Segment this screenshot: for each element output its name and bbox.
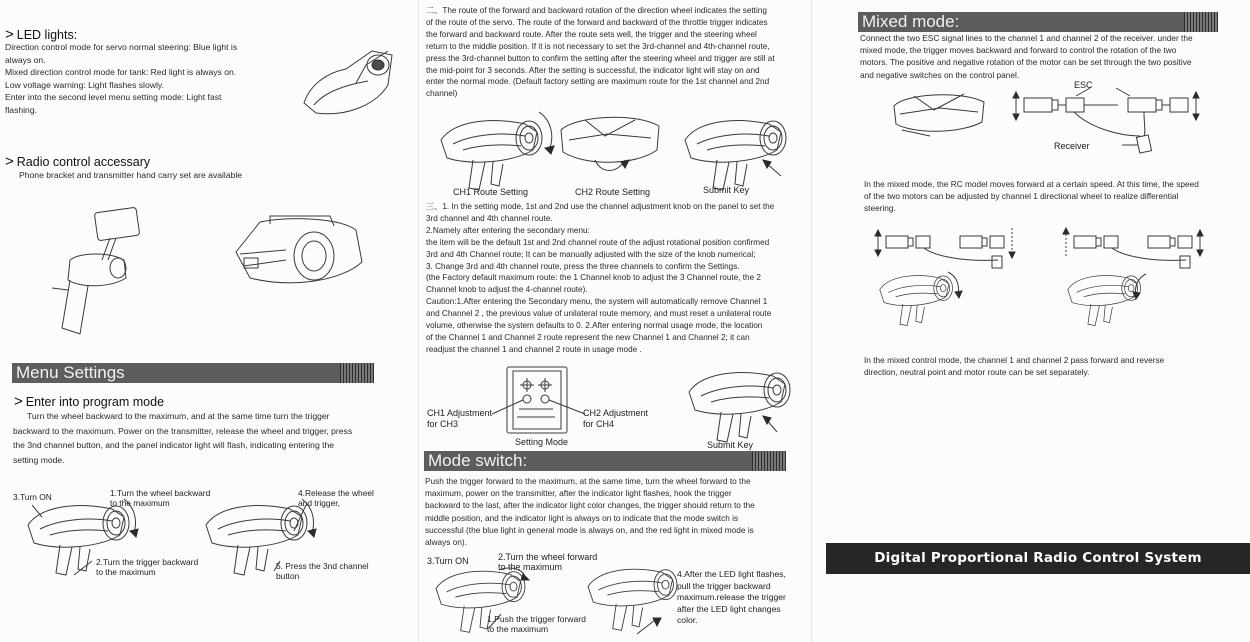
phone-bracket-illustration — [40, 208, 145, 340]
mode-step-turn-wheel-forward: 2.Turn the wheel forward to the maximum — [498, 552, 598, 572]
middle-column — [418, 0, 812, 642]
hand-carry-set-illustration — [230, 212, 370, 296]
submit-key-caption: Submit Key — [703, 185, 750, 195]
left-column — [0, 0, 405, 642]
transmitter-illustration-program-right — [198, 495, 318, 585]
led-lights-text: Direction control mode for servo normal steering: Blue light is always on. Mixed direction control mode for tank: Red light is always on. Low voltage warning: Light flashes slowly. Enter into the second level menu setting mode: Light fast flashing. — [5, 42, 238, 115]
mixed-steering-diagram-right — [1062, 226, 1212, 338]
mixed-mode-text: Connect the two ESC signal lines to the channel 1 and channel 2 of the receiver. under the mixed mode, the trigger moves backward and forward to control the rotation of the two motors. The positive and negative rotation of the motor can be set through the two positive and negative switches on the control panel. — [860, 33, 1193, 80]
mode-switch-text: Push the trigger forward to the maximum, at the same time, turn the wheel forward to the maximum, power on the transmitter, after the indicator light flashes, hook the trigger backward to the last, after the indicator light color changes, the trigger should return to the middle position, and the indicator light is always on to indicate that the mode switch is successful (the blue light in general mode is always on, and the red light in mixed mode is always on). — [425, 476, 755, 548]
differential-steering-text: In the mixed mode, the RC model moves forward at a certain speed. At this time, the speed of the two motors can be adjusted by channel 1 directional wheel to realize differential steering. — [864, 179, 1199, 214]
receiver-label: Receiver — [1054, 141, 1090, 151]
mode-switch-illustration-left — [429, 562, 539, 638]
esc-label: ESC — [1074, 80, 1093, 90]
mode-step-after-led-flashes: 4.After the LED light flashes, pull the trigger backward maximum.release the trigger after the LED light changes color. — [677, 569, 786, 626]
program-mode-text: Turn the wheel backward to the maximum, and at the same time turn the trigger backward to the maximum. Power on the transmitter, release the wheel and trigger, press the 3nd channel button, and the panel indicator light will flash, indicating entering the setting mode. — [13, 411, 353, 465]
mode-switch-illustration-right — [581, 560, 691, 636]
ch2-route-illustration — [555, 110, 665, 190]
ch1-route-illustration — [433, 110, 553, 190]
step-release-wheel: 4.Release the wheel and trigger, — [298, 488, 374, 508]
ch1-adjustment-label: CH1 Adjustment for CH3 — [427, 408, 493, 429]
transmitter-led-illustration — [296, 45, 396, 120]
step-press-3nd-channel: 5. Press the 3nd channel button — [276, 561, 369, 581]
step-turn-on: 3.Turn ON — [13, 492, 52, 502]
mixed-mode-banner: Mixed mode: — [858, 12, 1218, 32]
mixed-steering-diagram-left — [874, 226, 1024, 338]
mode-step-push-trigger: 1.Push the trigger forward to the maximum — [487, 614, 586, 634]
ch1-route-caption: CH1 Route Setting — [453, 187, 529, 197]
mode-switch-banner: Mode switch: — [424, 451, 786, 471]
submit-key-illustration — [677, 110, 797, 190]
mode-step-turn-on: 3.Turn ON — [427, 556, 469, 566]
program-mode-heading: > Enter into program mode — [14, 393, 165, 410]
accessory-heading: > Radio control accessary — [5, 153, 151, 170]
route-setting-text: 二、The route of the forward and backward rotation of the direction wheel indicates the setting of the route of the servo. The route of the forward and backward of the throttle trigger indicates the forward and backward route. After the route sets well, the trigger and the steering wheel return to the middle position. If it is not necessary to set the 3rd-channel and 4th-channel route, press the 3rd-channel button to confirm the setting after the steering wheel and trigger are still at the mid-point for 3 seconds. After the setting is successful, the indicator light will stay on and enter the normal mode. (Default factory setting are maximum route for the 1st channel and 2nd channel) — [426, 6, 775, 99]
rc-tank-illustration — [890, 86, 990, 142]
led-lights-heading: > LED lights: — [5, 26, 78, 43]
menu-settings-banner: Menu Settings — [12, 363, 374, 383]
transmitter-illustration-program-left — [20, 495, 140, 585]
submit-key-illustration-2 — [681, 362, 801, 442]
footer-title-bar: Digital Proportional Radio Control System — [826, 543, 1250, 574]
submit-key-caption-2: Submit Key — [707, 440, 754, 450]
esc-wiring-diagram — [1010, 80, 1220, 158]
ch2-route-caption: CH2 Route Setting — [575, 187, 651, 197]
accessory-text: Phone bracket and transmitter hand carry set are available — [19, 170, 243, 180]
step-turn-trigger-backward: 2.Turn the trigger backward to the maximum — [96, 557, 199, 577]
mixed-control-text: In the mixed control mode, the channel 1 and channel 2 pass forward and reverse direction, neutral point and motor route can be set separately. — [864, 355, 1165, 378]
channel-setting-text: 三、1. In the setting mode, 1st and 2nd use the channel adjustment knob on the panel to set the 3rd channel and 4th channel route. 2.Namely after entering the secondary menu: the item will be the default 1st and 2nd channel route of the adjust rotational position confirmed 3rd and 4th Channel route; It can be manually adjusted with the size of the knob numerical; 3. Change 3rd and 4th channel route, press the three channels to confirm the Settings. (the Factory default maximum route: the 1 Channel knob to adjust the 3 Channel route, the 2 Channel knob to adjust the 4-channel route). Caution:1.After entering the Secondary menu, the system will automatically remove Channel 1 and Channel 2 , the previous value of unilateral route memory, and must reset a unilateral route volume, otherwise the system defaults to 0. 2.After entering normal usage mode, the location of the Channel 1 and Channel 2 route represent the new Channel 1 and Channel 2; it can readjust the channel 1 and channel 2 route in usage mode . — [426, 202, 775, 354]
step-turn-wheel-backward: 1.Turn the wheel backward to the maximum — [110, 488, 211, 508]
ch2-adjustment-label: CH2 Adjustment for CH4 — [583, 408, 649, 429]
setting-mode-caption: Setting Mode — [515, 437, 569, 447]
